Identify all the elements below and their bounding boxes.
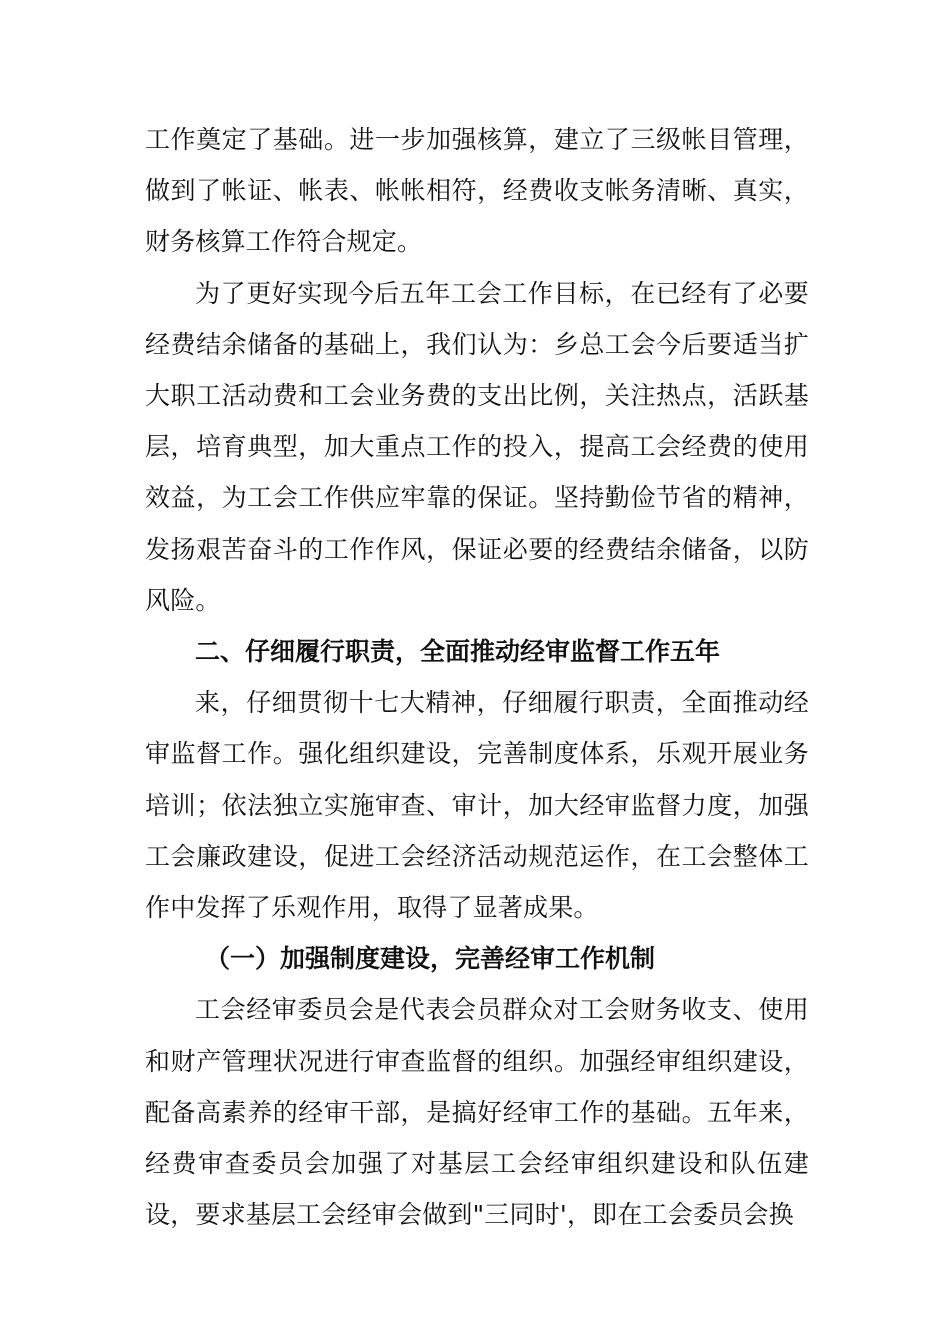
paragraph-2: 为了更好实现今后五年工会工作目标，在已经有了必要经费结余储备的基础上，我们认为：乡总工会今后要适当扩大职工活动费和工会业务费的支出比例，关注热点，活跃基层，培育典型，加大重点工作的投入，提高工会经费的使用效益，为工会工作供应牢靠的保证。坚持勤俭节省的精神， 发扬艰苦奋斗的工作作风，保证必要的经费结余储备，以防风险。 [145, 278, 809, 615]
section-heading: 二、仔细履行职责，全面推动经审监督工作五年 [195, 637, 721, 667]
paragraph-1: 工作奠定了基础。进一步加强核算，建立了三级帐目管理， 做到了帐证、帐表、帐帐相符，经费收支帐务清晰、真实， 财务核算工作符合规定。 [145, 125, 809, 257]
subsection-heading: （一）加强制度建设，完善经审工作机制 [205, 944, 656, 974]
document-page [145, 114, 809, 1240]
paragraph-4: 工会经审委员会是代表会员群众对工会财务收支、使用和财产管理状况进行审查监督的组织。加强经审组织建设， 配备高素养的经审干部，是搞好经审工作的基础。五年来， 经费审查委员会加强了对基层工会经审组织建设和队伍建设，要求基层工会经审会做到"三同时'，即在工会委员会换 [145, 995, 809, 1230]
paragraph-3: 来，仔细贯彻十七大精神，仔细履行职责，全面推动经审监督工作。强化组织建设，完善制度体系，乐观开展业务培训；依法独立实施审查、审计，加大经审监督力度，加强工会廉政建设，促进工会经济活动规范运作，在工会整体工作中发挥了乐观作用，取得了显著成果。 [145, 688, 809, 923]
